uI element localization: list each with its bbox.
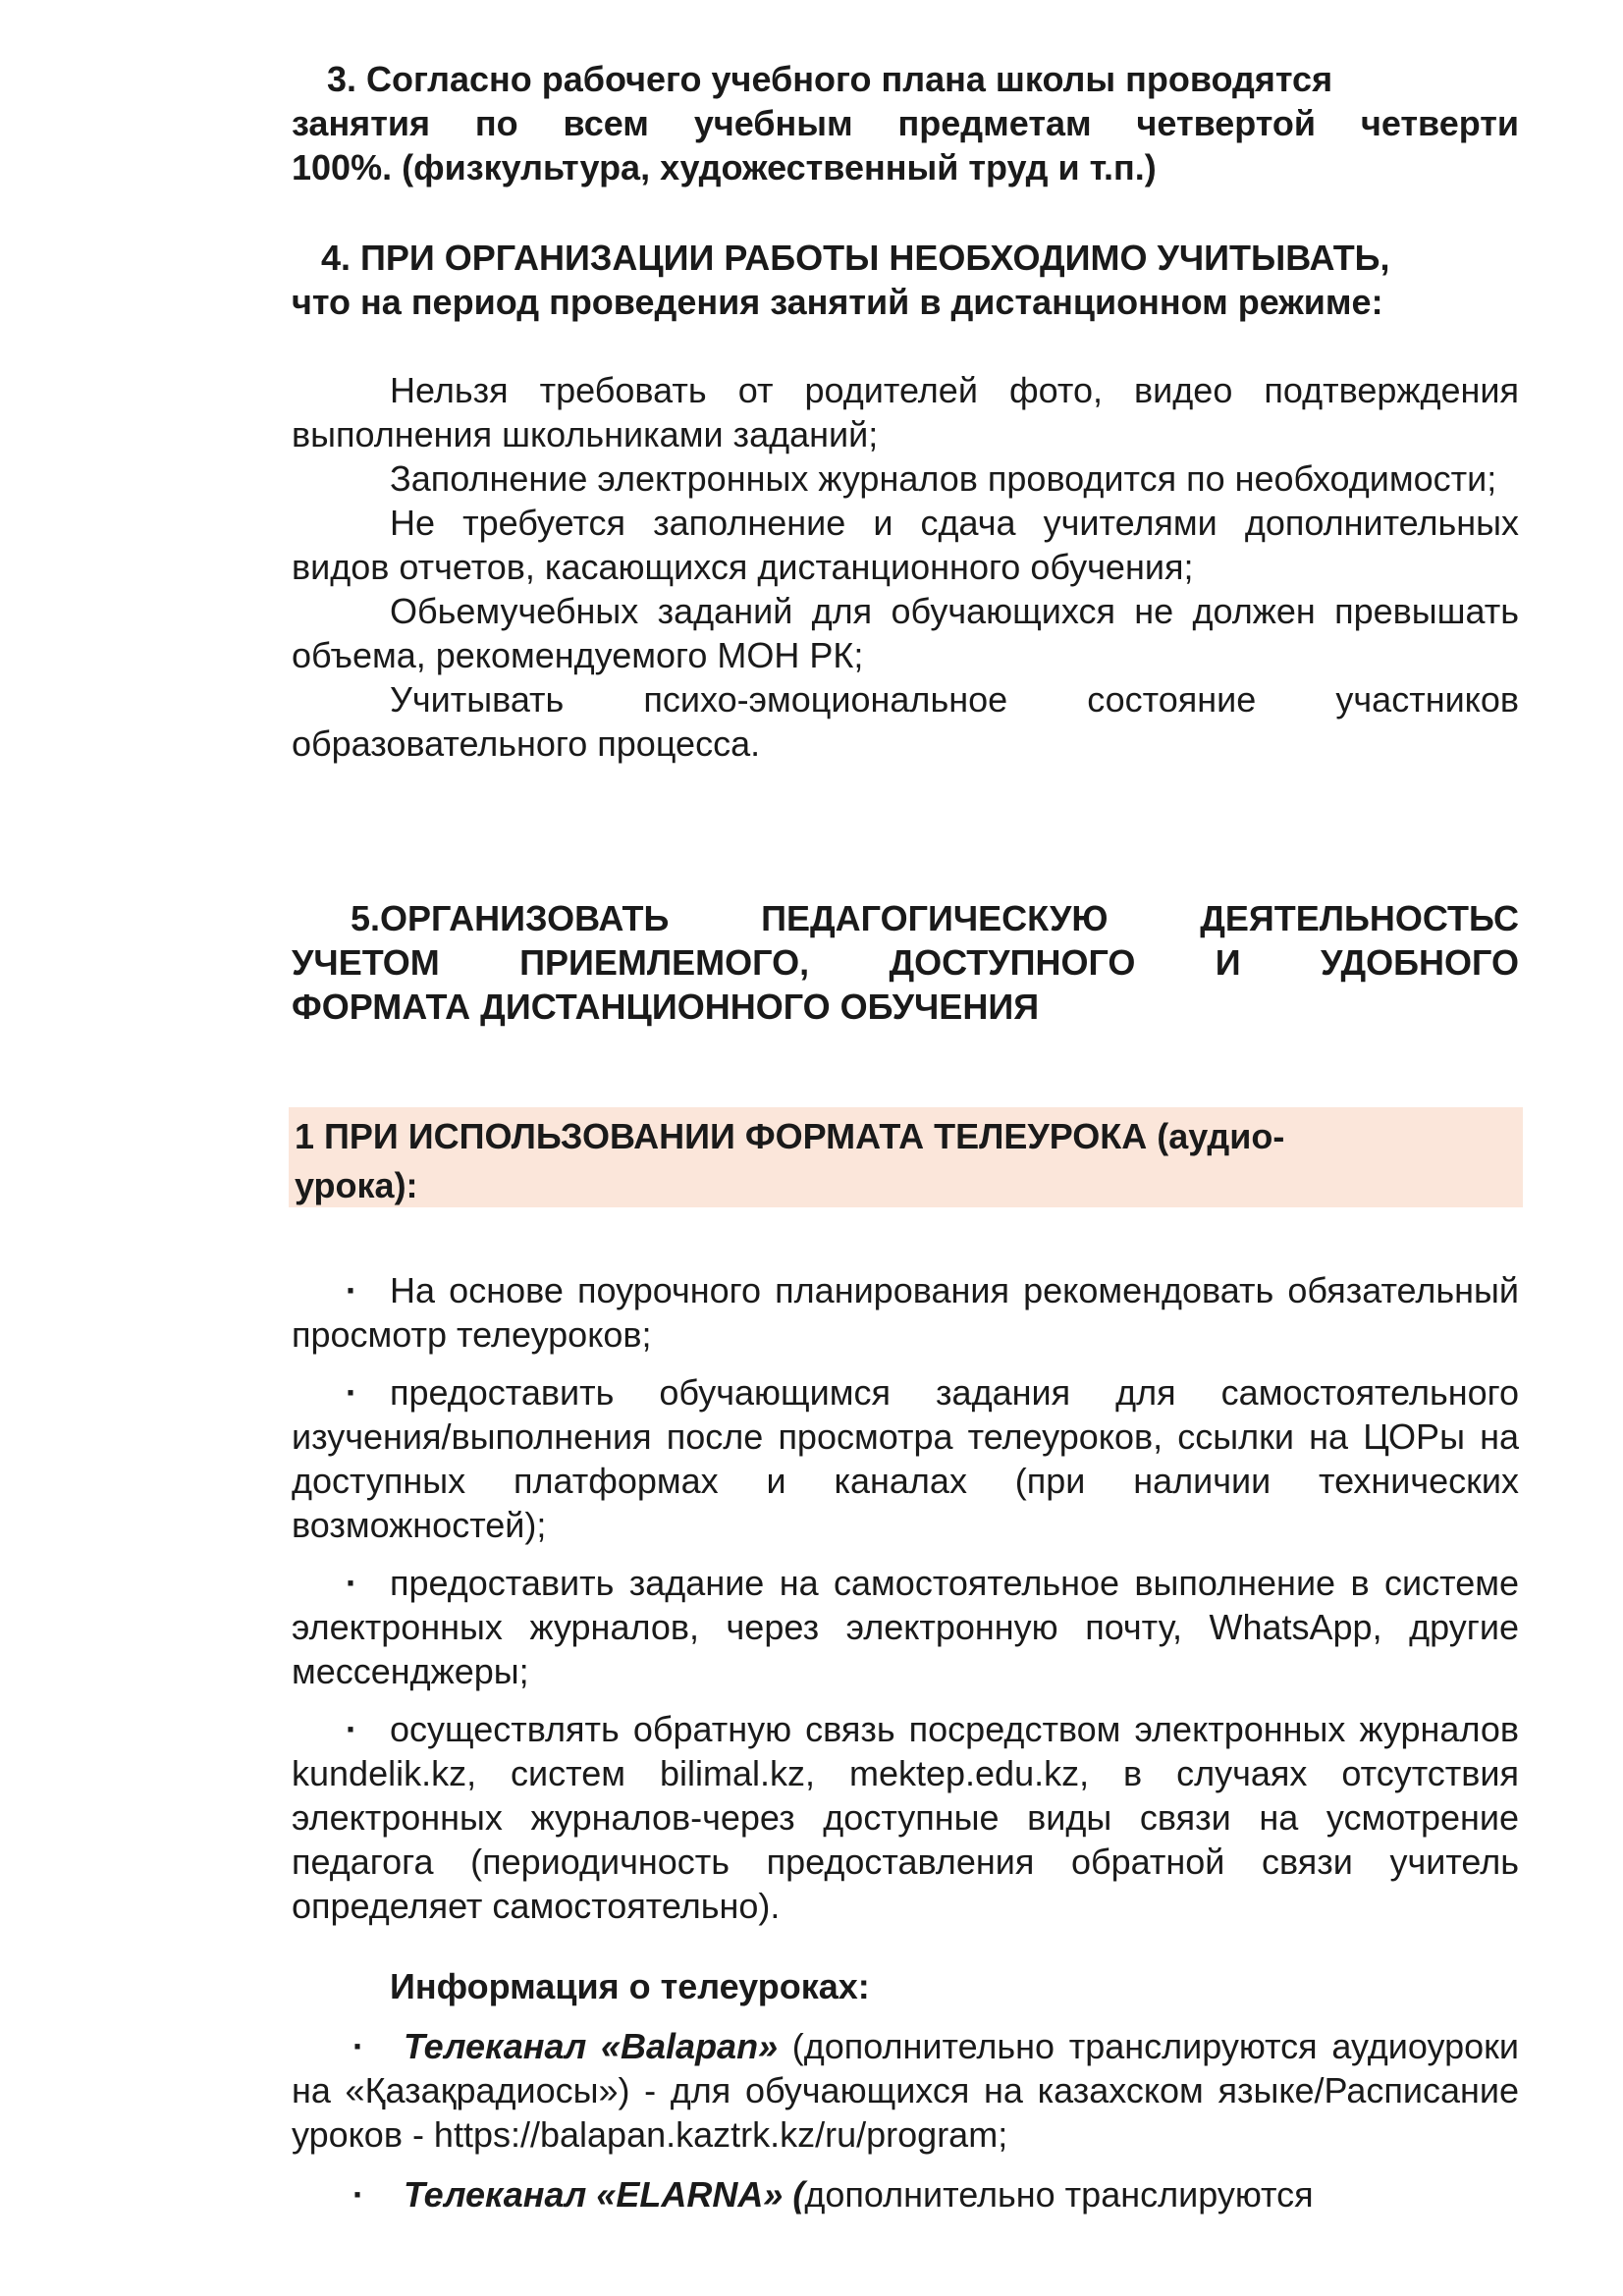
section-3-line-3: 100%. (физкультура, художественный труд и т.п.) bbox=[292, 147, 1157, 187]
section-5-line-2: УЧЕТОМ ПРИЕМЛЕМОГО, ДОСТУПНОГО И УДОБНОГО bbox=[292, 942, 1519, 983]
bullet-icon: · bbox=[346, 1270, 357, 1310]
section-4 bbox=[292, 236, 1519, 324]
bullet-icon: · bbox=[346, 1563, 357, 1603]
list-item bbox=[292, 1561, 1519, 1693]
section-4-item: Нельзя требовать от родителей фото, видео подтверждения выполнения школьниками заданий; bbox=[292, 370, 1519, 454]
section-4-item: Обьемучебных заданий для обучающихся не должен превышать объема, рекомендуемого МОН РК; bbox=[292, 591, 1519, 675]
band-heading-line-1: 1 ПРИ ИСПОЛЬЗОВАНИИ ФОРМАТА ТЕЛЕУРОКА (аудио- bbox=[295, 1116, 1285, 1156]
channel-name: Телеканал «ELARNA» ( bbox=[404, 2174, 805, 2215]
section-4-item: Не требуется заполнение и сдача учителями дополнительных видов отчетов, касающихся дистанционного обучения; bbox=[292, 503, 1519, 587]
channel-name: Телеканал «Balapan» bbox=[404, 2026, 779, 2066]
list-item-text: осуществлять обратную связь посредством электронных журналов kundelik.kz, систем bilimal.kz, mektep.edu.kz, в случаях отсутствия электронных журналов-через доступные виды связи на усмотрение педагога (периодичность предоставления обратной связи учитель определяет самостоятельно). bbox=[292, 1709, 1519, 1926]
tv-channel-balapan bbox=[292, 2024, 1519, 2157]
section-5 bbox=[292, 896, 1519, 1029]
band-heading bbox=[295, 1112, 1404, 1210]
list-item-text: предоставить обучающимся задания для самостоятельного изучения/выполнения после просмотра телеуроков, ссылки на ЦОРы на доступных платформах и каналах (при наличии технических возможностей); bbox=[292, 1372, 1519, 1545]
section-4-subheading: что на период проведения занятий в дистанционном режиме: bbox=[292, 282, 1383, 322]
bullet-icon: · bbox=[352, 2026, 364, 2066]
band-heading-line-2: урока): bbox=[295, 1165, 418, 1205]
tv-info-heading: Информация о телеуроках: bbox=[390, 1966, 870, 2006]
bullet-icon: · bbox=[346, 1372, 357, 1413]
tv-channel-elarna bbox=[292, 2172, 1519, 2216]
section-4-heading: 4. ПРИ ОРГАНИЗАЦИИ РАБОТЫ НЕОБХОДИМО УЧИТЫВАТЬ, bbox=[321, 238, 1390, 278]
list-item bbox=[292, 2024, 1519, 2157]
list-item bbox=[292, 1370, 1519, 1547]
list-item bbox=[292, 1268, 1519, 1357]
list-item-text: предоставить задание на самостоятельное выполнение в системе электронных журналов, через электронную почту, WhatsApp, другие мессенджеры; bbox=[292, 1563, 1519, 1691]
bullet-icon: · bbox=[346, 1709, 357, 1749]
list-item-text: На основе поурочного планирования рекомендовать обязательный просмотр телеуроков; bbox=[292, 1270, 1519, 1355]
channel-description: (дополнительно транслируются аудиоуроки на «Қазақрадиосы») - для обучающихся на казахском языке/Расписание уроков - https://balapan.kaztrk.kz/ru/program; bbox=[292, 2026, 1519, 2155]
section-3-line-1: 3. Согласно рабочего учебного плана школы проводятся bbox=[327, 59, 1333, 99]
section-4-item: Заполнение электронных журналов проводится по необходимости; bbox=[390, 458, 1497, 499]
list-item bbox=[292, 1707, 1519, 1928]
bullet-list bbox=[292, 1268, 1519, 1928]
section-5-line-3: ФОРМАТА ДИСТАНЦИОННОГО ОБУЧЕНИЯ bbox=[292, 987, 1040, 1027]
section-3 bbox=[292, 57, 1519, 189]
section-5-line-1: 5.ОРГАНИЗОВАТЬ ПЕДАГОГИЧЕСКУЮ ДЕЯТЕЛЬНОСТЬС bbox=[351, 898, 1519, 938]
section-4-item: Учитывать психо-эмоциональное состояние участников образовательного процесса. bbox=[292, 679, 1519, 764]
section-4-list bbox=[292, 368, 1519, 766]
tv-info bbox=[292, 1964, 1519, 2008]
section-3-line-2: занятия по всем учебным предметам четвертой четверти bbox=[292, 103, 1519, 143]
tv-channel-list bbox=[292, 2024, 1519, 2216]
channel-description: дополнительно транслируются bbox=[804, 2174, 1314, 2215]
bullet-icon: · bbox=[352, 2174, 364, 2215]
list-item bbox=[292, 2172, 1519, 2216]
